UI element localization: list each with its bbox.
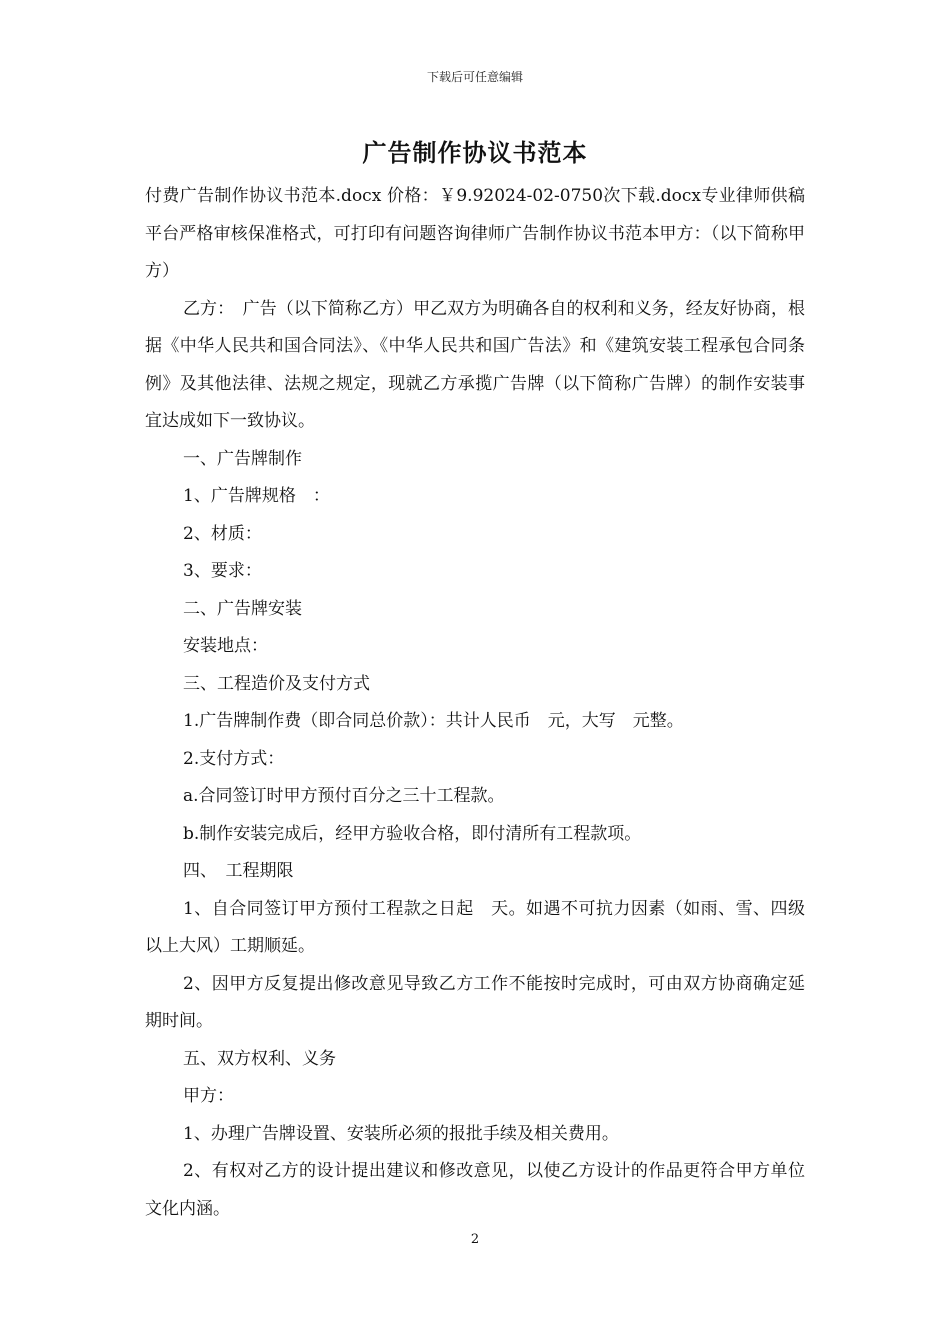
- section-heading-5: 五、双方权利、义务: [183, 1048, 336, 1069]
- section-heading-2: 二、广告牌安装: [183, 598, 302, 619]
- header-note: 下载后可任意编辑: [426, 70, 523, 84]
- paragraph: 1、自合同签订甲方预付工程款之日起 天。如遇不可抗力因素（如雨、雪、四级以上大风）工期顺延。: [145, 898, 805, 956]
- paragraph: 2、因甲方反复提出修改意见导致乙方工作不能按时完成时，可由双方协商确定延期时间。: [145, 973, 805, 1031]
- paragraph: 1.广告牌制作费（即合同总价款）：共计人民币 元，大写 元整。: [183, 711, 684, 731]
- page-number: 2: [470, 1232, 480, 1247]
- document-body: [145, 178, 805, 1228]
- paragraph: 甲方：: [183, 1086, 234, 1106]
- document-title: 广告制作协议书范本: [362, 138, 588, 167]
- paragraph: b.制作安装完成后，经甲方验收合格，即付清所有工程款项。: [183, 823, 642, 844]
- paragraph: 2、材质：: [183, 523, 262, 544]
- section-heading-3: 三、工程造价及支付方式: [183, 673, 370, 694]
- paragraph: a.合同签订时甲方预付百分之三十工程款。: [183, 786, 505, 806]
- paragraph-intro: 付费广告制作协议书范本.docx 价格：￥9.92024-02-0750次下载.docx专业律师供稿平台严格审核保准格式，可打印有问题咨询律师广告制作协议书范本甲方：（以下简称甲方）: [145, 186, 805, 281]
- paragraph: 3、要求：: [183, 561, 262, 581]
- section-heading-1: 一、广告牌制作: [183, 448, 302, 469]
- paragraph: 安装地点：: [183, 636, 268, 656]
- paragraph: 2、有权对乙方的设计提出建议和修改意见，以使乙方设计的作品更符合甲方单位文化内涵。: [145, 1161, 805, 1219]
- paragraph: 2.支付方式：: [183, 748, 285, 769]
- section-heading-4: 四、 工程期限: [183, 861, 294, 881]
- paragraph: 1、广告牌规格 ：: [183, 486, 330, 506]
- paragraph-party-b: 乙方： 广告（以下简称乙方）甲乙双方为明确各自的权利和义务，经友好协商，根据《中华人民共和国合同法》、《中华人民共和国广告法》和《建筑安装工程承包合同条例》及其他法律、法规之规定，现就乙方承揽广告牌（以下简称广告牌）的制作安装事宜达成如下一致协议。: [145, 298, 805, 431]
- paragraph: 1、办理广告牌设置、安装所必须的报批手续及相关费用。: [183, 1123, 619, 1144]
